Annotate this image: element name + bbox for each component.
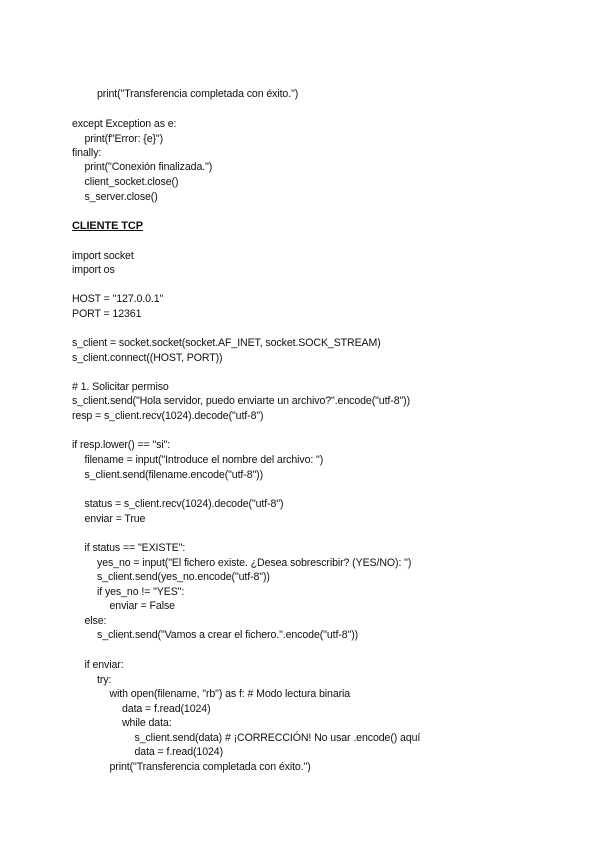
- code-line: client_socket.close(): [84, 176, 179, 188]
- code-line: data = f.read(1024): [134, 746, 224, 758]
- code-line: s_client.send(data) # ¡CORRECCIÓN! No usar .encode() aquí: [134, 732, 421, 744]
- code-line: with open(filename, "rb") as f: # Modo lectura binaria: [109, 688, 351, 700]
- code-line: enviar = False: [109, 600, 175, 612]
- code-line: print("Transferencia completada con éxito."): [97, 88, 299, 100]
- code-line: data = f.read(1024): [122, 703, 211, 715]
- code-line: import os: [72, 264, 115, 276]
- code-line: status = s_client.recv(1024).decode("utf-8"): [84, 498, 284, 510]
- code-line: import socket: [72, 250, 134, 262]
- code-line: except Exception as e:: [72, 118, 177, 130]
- code-line: s_client.send("Hola servidor, puedo enviarte un archivo?".encode("utf-8")): [72, 395, 410, 407]
- code-line: if status == "EXISTE":: [84, 542, 186, 554]
- code-line: if resp.lower() == "si":: [72, 439, 171, 451]
- code-line: print(f"Error: {e}"): [84, 133, 164, 145]
- code-line: yes_no = input("El fichero existe. ¿Desea sobrescribir? (YES/NO): "): [97, 557, 412, 569]
- section-heading: CLIENTE TCP: [72, 220, 144, 232]
- code-line: s_client.connect((HOST, PORT)): [72, 352, 223, 364]
- code-line: finally:: [72, 147, 102, 159]
- code-line: s_client.send(filename.encode("utf-8")): [84, 469, 264, 481]
- code-line: if yes_no != "YES":: [97, 586, 185, 598]
- code-line: s_client.send(yes_no.encode("utf-8")): [97, 571, 270, 583]
- code-line: PORT = 12361: [72, 308, 142, 320]
- code-line: # 1. Solicitar permiso: [72, 381, 169, 393]
- code-line: s_client = socket.socket(socket.AF_INET, socket.SOCK_STREAM): [72, 337, 381, 349]
- code-line: if enviar:: [84, 659, 124, 671]
- code-line: filename = input("Introduce el nombre del archivo: "): [84, 454, 324, 466]
- code-line: HOST = "127.0.0.1": [72, 293, 164, 305]
- code-line: resp = s_client.recv(1024).decode("utf-8"): [72, 410, 264, 422]
- code-line: print("Conexión finalizada."): [84, 161, 213, 173]
- code-line: print("Transferencia completada con éxito."): [109, 761, 311, 773]
- code-line: while data:: [122, 717, 172, 729]
- code-line: try:: [97, 674, 112, 686]
- code-line: enviar = True: [84, 513, 146, 525]
- code-line: s_server.close(): [84, 191, 158, 203]
- code-line: else:: [84, 615, 107, 627]
- code-line: s_client.send("Vamos a crear el fichero.".encode("utf-8")): [97, 629, 359, 641]
